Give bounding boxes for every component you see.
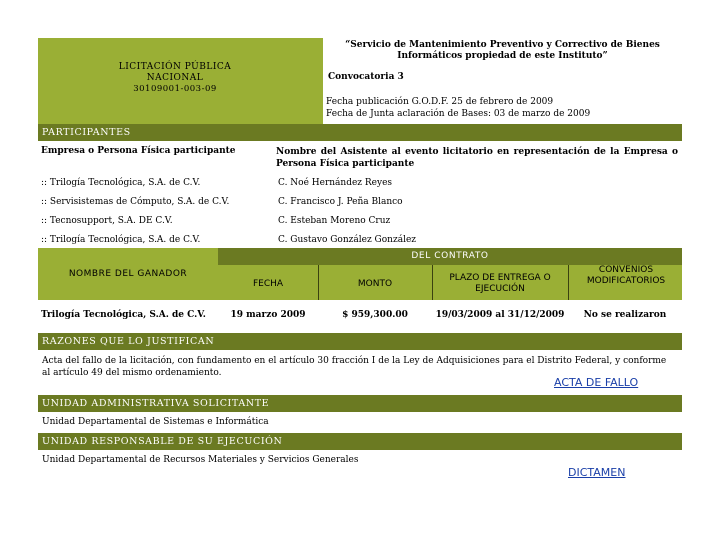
requesting-unit-text: Unidad Departamental de Sistemas e Informática: [42, 417, 269, 427]
contract-agreements: No se realizaron: [583, 310, 667, 320]
divider: [568, 265, 569, 300]
clarification-date: Fecha de Junta aclaración de Bases: 03 de marzo de 2009: [326, 109, 591, 119]
responsible-unit-bar: UNIDAD RESPONSABLE DE SU EJECUCIÓN: [38, 433, 682, 450]
agreements-header: CONVENIOS MODIFICATORIOS: [586, 265, 666, 286]
col-company-header: Empresa o Persona Física participante: [41, 146, 236, 156]
convocatoria: Convocatoria 3: [328, 72, 404, 82]
participant-attendee-1: C. Noé Hernández Reyes: [278, 178, 393, 188]
dictamen-link[interactable]: DICTAMEN: [568, 466, 626, 479]
contract-amount: $ 959,300.00: [342, 310, 408, 320]
participant-company-3: :: Tecnosupport, S.A. DE C.V.: [41, 216, 173, 226]
term-header: PLAZO DE ENTREGA O EJECUCIÓN: [449, 273, 551, 294]
contract-date: 19 marzo 2009: [230, 310, 306, 320]
participant-company-2: :: Servisistemas de Cómputo, S.A. de C.V.: [41, 197, 230, 207]
license-title: LICITACIÓN PÚBLICA NACIONAL: [118, 62, 232, 83]
service-title: “Servicio de Mantenimiento Preventivo y Correctivo de Bienes Informáticos propiedad de este Instituto”: [345, 40, 660, 61]
participant-company-4: :: Trilogía Tecnológica, S.A. de C.V.: [41, 235, 201, 245]
responsible-unit-text: Unidad Departamental de Recursos Materiales y Servicios Generales: [42, 455, 359, 465]
winner-name: Trilogía Tecnológica, S.A. de C.V.: [41, 310, 206, 320]
publication-date: Fecha publicación G.O.D.F. 25 de febrero de 2009: [326, 97, 554, 107]
acta-de-fallo-link[interactable]: ACTA DE FALLO: [554, 376, 639, 389]
amount-header: MONTO: [357, 279, 393, 289]
winner-header: NOMBRE DEL GANADOR: [68, 269, 188, 279]
participants-bar: PARTICIPANTES: [38, 124, 682, 141]
license-number: 30109001-003-09: [133, 84, 217, 94]
date-header: FECHA: [252, 279, 284, 289]
reasons-text: Acta del fallo de la licitación, con fundamento en el artículo 30 fracción I de la Ley de Adquisiciones para el Distrito Federal, y conforme al artículo 49 del mismo ordenamiento.: [42, 356, 667, 378]
license-info: [100, 62, 250, 95]
requesting-unit-bar: UNIDAD ADMINISTRATIVA SOLICITANTE: [38, 395, 682, 412]
col-attendee-header: Nombre del Asistente al evento licitatorio en representación de la Empresa o Persona Física participante: [276, 147, 678, 169]
contract-term: 19/03/2009 al 31/12/2009: [435, 310, 565, 320]
participant-company-1: :: Trilogía Tecnológica, S.A. de C.V.: [41, 178, 201, 188]
participant-attendee-2: C. Francisco J. Peña Blanco: [278, 197, 403, 207]
participant-attendee-3: C. Esteban Moreno Cruz: [278, 216, 391, 226]
participant-attendee-4: C. Gustavo González González: [278, 235, 417, 245]
divider: [432, 265, 433, 300]
contract-header: DEL CONTRATO: [218, 248, 682, 265]
reasons-bar: RAZONES QUE LO JUSTIFICAN: [38, 333, 682, 350]
